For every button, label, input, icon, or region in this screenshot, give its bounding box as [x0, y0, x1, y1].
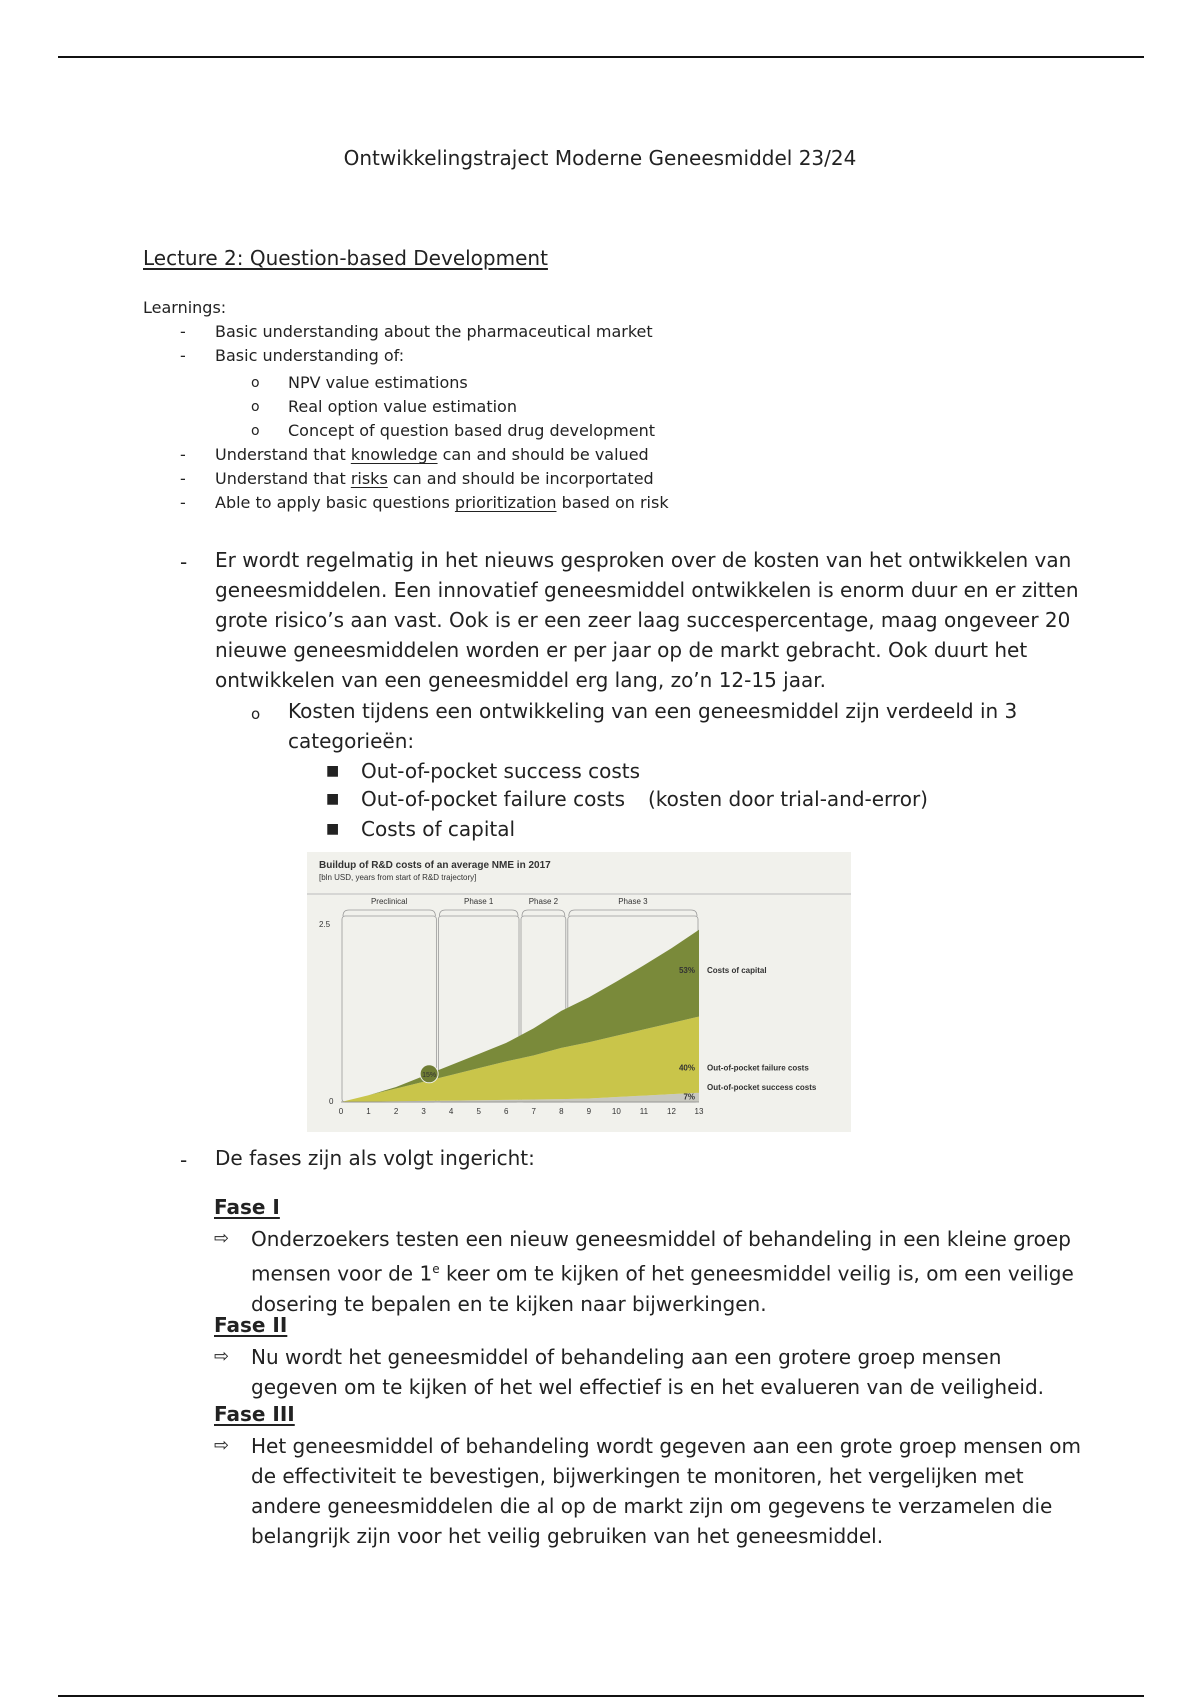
arrow-icon: ⇨: [214, 1435, 230, 1456]
chart-subtitle: [bln USD, years from start of R&D trajectory]: [319, 873, 477, 882]
x-tick-label: 12: [667, 1107, 676, 1116]
fase1-title: Fase I: [214, 1195, 280, 1219]
x-tick-label: 5: [476, 1107, 481, 1116]
legend-label: Costs of capital: [707, 966, 767, 976]
fase2-text: Nu wordt het geneesmiddel of behandeling aan een grotere groep mensen gegeven om te kijken of het wel effectief is en het evalueren van de veiligheid.: [251, 1345, 1045, 1399]
marker-label: 15%: [422, 1071, 437, 1079]
top-rule: [58, 56, 1144, 58]
y-tick-label: 0: [329, 1097, 334, 1106]
y-tick-label: 2.5: [319, 920, 331, 929]
learnings-heading: Learnings:: [143, 298, 227, 317]
x-tick-label: 11: [639, 1107, 649, 1116]
x-tick-label: 10: [611, 1107, 621, 1116]
phase-label: Phase 2: [528, 897, 559, 906]
legend-label: Out-of-pocket success costs: [707, 1083, 817, 1092]
arrow-icon: ⇨: [214, 1346, 230, 1367]
x-tick-label: 6: [504, 1107, 509, 1116]
fase2-title: Fase II: [214, 1313, 288, 1337]
costs-intro: Kosten tijdens een ontwikkeling van een geneesmiddel zijn verdeeld in 3 categorieën:: [288, 699, 1018, 753]
fase3-title: Fase III: [214, 1402, 295, 1426]
x-tick-label: 9: [586, 1107, 592, 1116]
phase-label: Preclinical: [370, 897, 408, 906]
fase1-text: Onderzoekers testen een nieuw geneesmiddel of behandeling in een kleine groep mensen voor de 1e keer om te kijken of het geneesmiddel veilig is, om een veilige dosering te bepalen en te kijken naar bijwerkingen.: [251, 1227, 1074, 1316]
x-tick-label: 8: [559, 1107, 564, 1116]
x-tick-label: 2: [393, 1107, 399, 1116]
legend-label: Out-of-pocket failure costs: [707, 1063, 809, 1073]
x-tick-label: 1: [366, 1107, 371, 1116]
x-tick-label: 4: [448, 1107, 454, 1116]
bullet-circle: o: [251, 705, 261, 723]
x-tick-label: 7: [531, 1107, 536, 1116]
phases-dash: -: [180, 1148, 188, 1172]
x-tick-label: 0: [338, 1107, 344, 1116]
pct-label: 53%: [678, 966, 695, 976]
pct-label: 7%: [683, 1092, 695, 1102]
arrow-icon: ⇨: [214, 1228, 230, 1249]
lecture-title: Lecture 2: Question-based Development: [143, 246, 548, 270]
chart-title: Buildup of R&D costs of an average NME in 2017: [319, 860, 551, 871]
phase-label: Phase 1: [464, 897, 494, 906]
x-tick-label: 3: [421, 1107, 426, 1116]
page-title: Ontwikkelingstraject Moderne Geneesmiddel 23/24: [343, 146, 857, 170]
phase-label: Phase 3: [618, 897, 648, 906]
fase3-text: Het geneesmiddel of behandeling wordt gegeven aan een grote groep mensen om de effectiviteit te bevestigen, bijwerkingen te monitoren, het vergelijken met andere geneesmiddelen die al op de markt zijn om gegevens te verzamelen die belangrijk zijn voor het veilig gebruiken van het geneesmiddel.: [251, 1434, 1081, 1548]
x-tick-label: 13: [694, 1107, 704, 1116]
paragraph-dash: -: [180, 550, 188, 574]
rd-cost-chart: [307, 852, 851, 1132]
bottom-rule: [58, 1695, 1144, 1697]
intro-paragraph: Er wordt regelmatig in het nieuws gesproken over de kosten van het ontwikkelen van geneesmiddelen. Een innovatief geneesmiddel ontwikkelen is enorm duur en er zitten grote risico’s aan vast. Ook is er een zeer laag succespercentage, maag ongeveer 20 nieuwe geneesmiddelen worden er per jaar op de markt gebracht. Ook duurt het ontwikkelen van een geneesmiddel erg lang, zo’n 12-15 jaar.: [215, 548, 1079, 692]
pct-label: 40%: [678, 1063, 695, 1073]
phases-intro: De fases zijn als volgt ingericht:: [215, 1146, 535, 1170]
